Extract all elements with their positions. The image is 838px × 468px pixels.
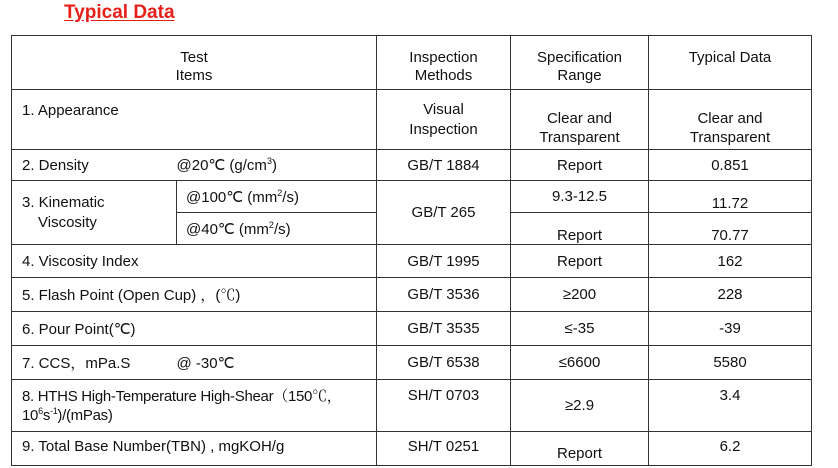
typical-cell: 11.72 [649,181,812,213]
spec-cell: Report [511,432,649,466]
typical-cell: 6.2 [649,432,812,466]
item-cell: 5. Flash Point (Open Cup) ，(℃) [12,278,377,312]
table-row [12,380,812,432]
condition-cell: @20℃ $(g/cm^3)$ [177,150,377,181]
item-cell: 2. Density [12,150,177,181]
spec-cell: Report [511,245,649,278]
item-cell: 8. HTHS High-Temperature High-Shear（150℃， $10^6s^{-1})/(mPas)$ [12,380,377,432]
item-cell: 1. Appearance [12,90,377,150]
page-title: Typical Data [64,2,175,23]
spec-cell: ≥2.9 [511,380,649,432]
spec-cell: 9.3-12.5 [511,181,649,213]
condition-cell: @ -30℃ [177,346,377,380]
method-cell: GB/T 265 [377,181,511,245]
spec-cell: ≤-35 [511,312,649,346]
spec-cell: Clear and Transparent [511,90,649,150]
condition-cell: @100℃ $(mm^2/s)$ [177,181,377,213]
header-specification-range: Specification Range [511,36,649,90]
typical-cell: 228 [649,278,812,312]
table-row [12,150,812,181]
table-row [12,278,812,312]
typical-cell: Clear and Transparent [649,90,812,150]
table-row [12,312,812,346]
method-cell: GB/T 3536 [377,278,511,312]
item-cell: 4. Viscosity Index [12,245,377,278]
table-row [12,346,812,380]
method-cell: GB/T 3535 [377,312,511,346]
typical-cell: 0.851 [649,150,812,181]
header-row [12,36,812,90]
typical-cell: 5580 [649,346,812,380]
header-typical-data: Typical Data [649,36,812,90]
table-row [12,181,812,213]
typical-cell: 162 [649,245,812,278]
spec-cell: ≥200 [511,278,649,312]
method-cell: GB/T 6538 [377,346,511,380]
method-cell: SH/T 0703 [377,380,511,432]
spec-cell: Report [511,213,649,245]
table-row [12,90,812,150]
item-cell: 7. CCS，mPa.S [12,346,177,380]
method-cell: Visual Inspection [377,90,511,150]
spec-cell: ≤6600 [511,346,649,380]
header-test-items: Test Items [12,36,377,90]
typical-cell: -39 [649,312,812,346]
item-cell: 6. Pour Point(℃) [12,312,377,346]
condition-cell: @40℃ $(mm^2/s)$ [177,213,377,245]
item-cell: 3. Kinematic Viscosity [12,181,177,245]
typical-cell: 3.4 [649,380,812,432]
header-inspection-methods: Inspection Methods [377,36,511,90]
method-cell: GB/T 1884 [377,150,511,181]
table-row [12,245,812,278]
spec-cell: Report [511,150,649,181]
method-cell: SH/T 0251 [377,432,511,466]
item-cell: 9. Total Base Number(TBN) , mgKOH/g [12,432,377,466]
typical-data-table [11,35,812,466]
typical-cell: 70.77 [649,213,812,245]
table-row [12,432,812,466]
method-cell: GB/T 1995 [377,245,511,278]
